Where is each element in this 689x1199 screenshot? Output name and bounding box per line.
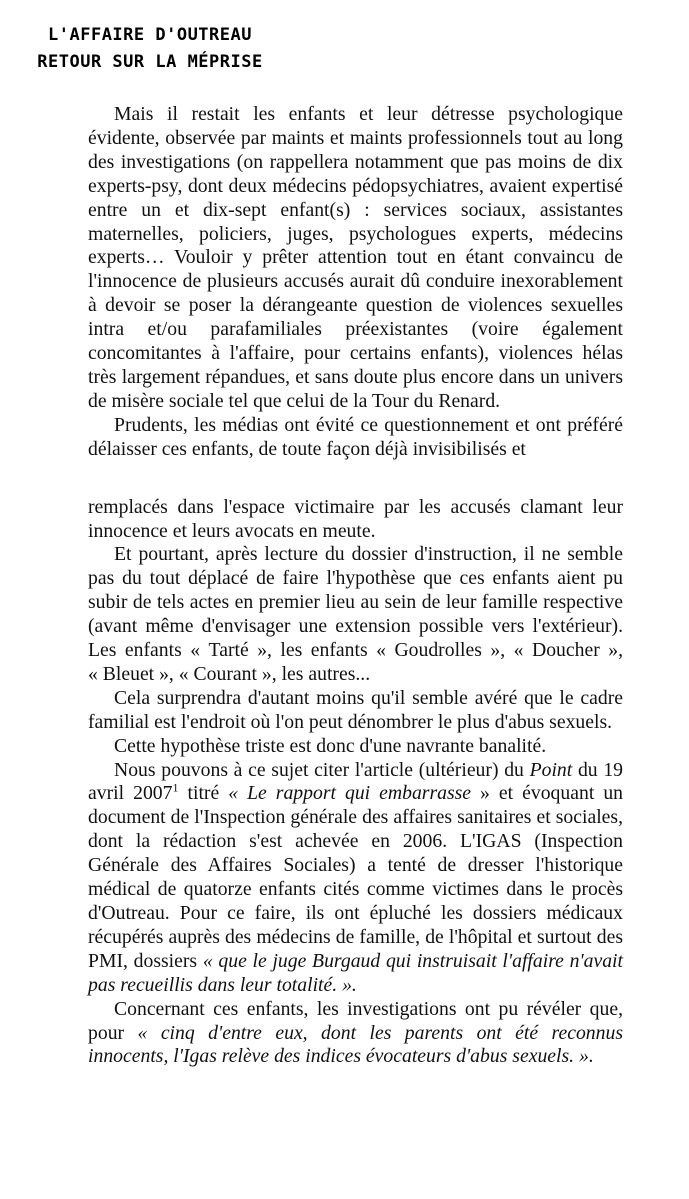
p7-text-c: du 19 avril 2007 [88, 758, 624, 805]
p7-text-d: titré [178, 782, 229, 805]
p7-quote: « que le juge Burgaud qui instruisait l'affaire n'avait pas recueillis dans leur totalité. ». [88, 949, 623, 996]
p7-text-a: Nous pouvons à ce sujet citer l'article (ultérieur) du [114, 758, 530, 781]
running-header [0, 22, 300, 76]
paragraph-3: remplacés dans l'espace victimaire par les accusés clamant leur innocence et leurs avocats en meute. [88, 495, 623, 542]
paragraph-5: Cela surprendra d'autant moins qu'il semble avéré que le cadre familial est l'endroit où l'on peut dénombrer le plus d'abus sexuels. [88, 686, 623, 733]
footnote-marker: 1 [172, 780, 179, 795]
paragraph-1: Mais il restait les enfants et leur détresse psychologique évidente, observée par maints et maints professionnels tout au long des investigations (on rappellera notamment que pas moins de dix experts-psy, dont deux médecins pédopsychiatres, avaient expertisé entre un et dix-sept enfant(s) : services sociaux, assistantes maternelles, policiers, juges, psychologues experts, médecins experts… Vouloir y prêter attention tout en étant convaincu de l'innocence de plusieurs accusés aurait dû conduire inexorablement à devoir se poser la dérangeante question de violences sexuelles intra et/ou parafamiliales préexistantes (voire également concomitantes à l'affaire, pour certains enfants), violences hélas très largement répandues, et sans doute plus encore dans un univers de misère sociale tel que celui de la Tour du Renard. [88, 103, 623, 412]
paragraph-6: Cette hypothèse triste est donc d'une navrante banalité. [114, 734, 547, 757]
paragraph-7 [88, 759, 623, 998]
paragraph-2: Prudents, les médias ont évité ce questionnement et ont préféré délaisser ces enfants, de toute façon déjà invisibilisés et [88, 413, 623, 460]
p7-article-title: « Le rapport qui embarrasse [228, 782, 472, 805]
header-title: L'AFFAIRE D'OUTREAU [48, 25, 252, 45]
p7-text-f: » et évoquant un document de l'Inspection générale des affaires sanitaires et sociales, dont la rédaction s'est achevée en 2006. L'IGAS (Inspection Générale des Affaires Sociales) a tenté de dresser l'historique médical de quatorze enfants cités comme victimes dans le procès d'Outreau. Pour ce faire, ils ont épluché les dossiers médicaux récupérés auprès des médecins de famille, de l'hôpital et surtout des PMI, dossiers [88, 782, 624, 972]
p8-quote: « cinq d'entre eux, dont les parents ont été reconnus innocents, l'Igas relève des indices évocateurs d'abus sexuels. ». [88, 1021, 623, 1068]
p8-text-a: Concernant ces enfants, les investigations ont pu révéler que, pour [88, 997, 623, 1044]
paragraph-4: Et pourtant, après lecture du dossier d'instruction, il ne semble pas du tout déplacé de faire l'hypothèse que ces enfants aient pu subir de tels actes en premier lieu au sein de leur famille respective (avant même d'envisager une extension possible vers l'extérieur). Les enfants « Tarté », les enfants « Goudrolles », « Doucher », « Bleuet », « Courant », les autres... [88, 543, 623, 685]
p7-publication-name: Point [529, 758, 573, 781]
paragraph-8 [88, 998, 623, 1070]
page-break-gap [88, 462, 623, 496]
header-subtitle: RETOUR SUR LA MÉPRISE [37, 52, 263, 72]
page-body [88, 103, 623, 1069]
